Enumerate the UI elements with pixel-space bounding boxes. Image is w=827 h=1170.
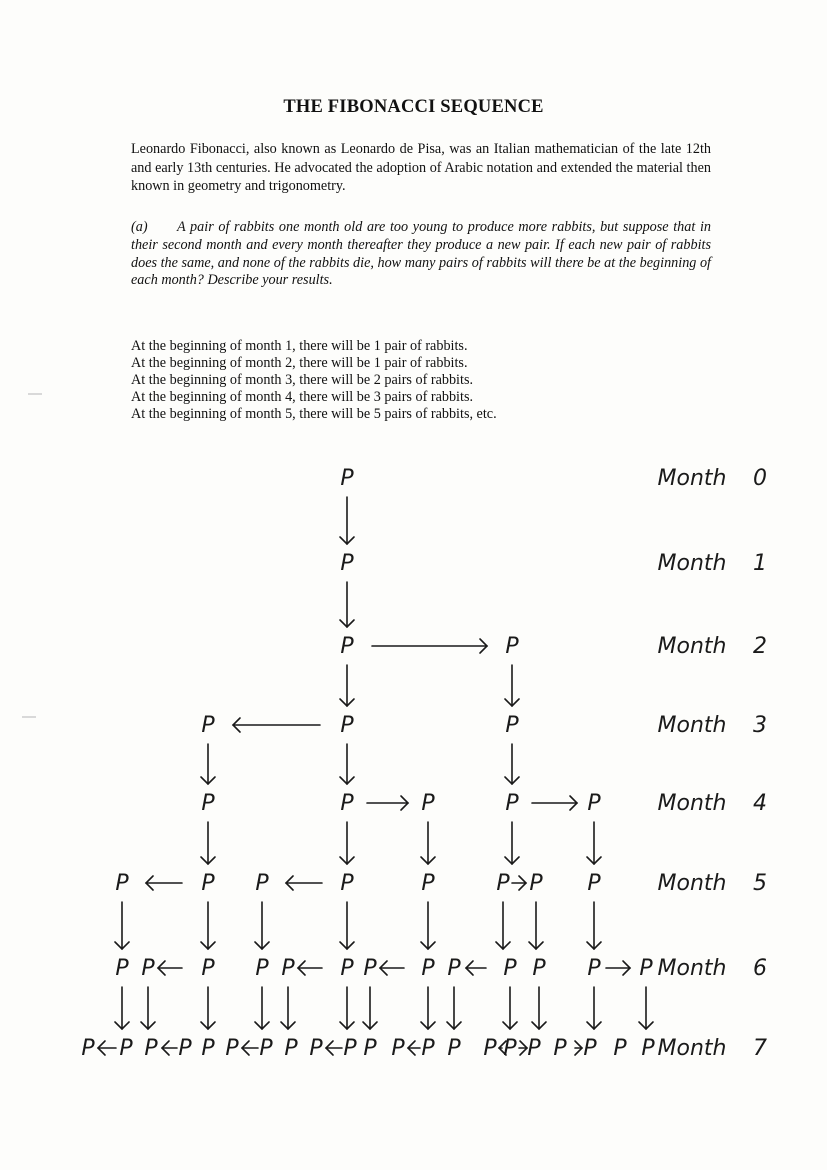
- pair-symbol: P: [583, 1036, 597, 1061]
- page-title: THE FIBONACCI SEQUENCE: [283, 97, 544, 117]
- pair-symbol: P: [201, 956, 215, 981]
- month-label: Month: [657, 956, 727, 981]
- pair-symbol: P: [340, 466, 354, 491]
- pair-symbol: P: [255, 871, 269, 896]
- pair-symbol: P: [391, 1036, 405, 1061]
- month-label: Month: [657, 791, 727, 816]
- pair-symbol: P: [587, 956, 601, 981]
- pair-symbol: P: [483, 1036, 497, 1061]
- results-list: [131, 338, 711, 423]
- pair-symbol: P: [225, 1036, 239, 1061]
- pair-symbol: P: [447, 1036, 461, 1061]
- month-label: Month: [657, 1036, 727, 1061]
- pair-symbol: P: [178, 1036, 192, 1061]
- rabbit-family-tree: [0, 450, 827, 1070]
- pair-symbol: P: [363, 1036, 377, 1061]
- pair-symbol: P: [340, 791, 354, 816]
- pair-symbol: P: [641, 1036, 655, 1061]
- pair-symbol: P: [421, 791, 435, 816]
- pair-symbol: P: [201, 791, 215, 816]
- pair-symbol: P: [119, 1036, 133, 1061]
- pair-symbol: P: [115, 871, 129, 896]
- pair-symbol: P: [115, 956, 129, 981]
- month-label: Month: [657, 634, 727, 659]
- pair-symbol: P: [505, 634, 519, 659]
- pair-symbol: P: [340, 713, 354, 738]
- pair-symbol: P: [639, 956, 653, 981]
- scan-mark: [28, 393, 42, 395]
- pair-symbol: P: [503, 1036, 517, 1061]
- question-paragraph: [131, 219, 711, 290]
- pair-symbol: P: [309, 1036, 323, 1061]
- result-line: At the beginning of month 2, there will be 1 pair of rabbits.: [131, 355, 468, 371]
- question-label: (a): [131, 219, 148, 235]
- pair-symbol: P: [503, 956, 517, 981]
- pair-symbol: P: [144, 1036, 158, 1061]
- pair-symbol: P: [553, 1036, 567, 1061]
- month-number: 5: [753, 871, 767, 896]
- pair-symbol: P: [343, 1036, 357, 1061]
- month-number: 7: [753, 1036, 767, 1061]
- result-line: At the beginning of month 4, there will be 3 pairs of rabbits.: [131, 389, 474, 405]
- result-line: At the beginning of month 3, there will be 2 pairs of rabbits.: [131, 372, 474, 388]
- pair-symbol: P: [340, 956, 354, 981]
- pair-symbol: P: [505, 713, 519, 738]
- pair-symbol: P: [527, 1036, 541, 1061]
- month-label: Month: [657, 551, 727, 576]
- pair-symbol: P: [587, 871, 601, 896]
- month-label: Month: [657, 466, 727, 491]
- pair-symbol: P: [421, 956, 435, 981]
- month-label: Month: [657, 871, 727, 896]
- pair-symbol: P: [284, 1036, 298, 1061]
- pair-symbol: P: [532, 956, 546, 981]
- pair-symbol: P: [201, 713, 215, 738]
- month-number: 2: [753, 634, 767, 659]
- pair-symbol: P: [255, 956, 269, 981]
- pair-symbol: P: [496, 871, 510, 896]
- pair-symbol: P: [421, 871, 435, 896]
- month-number: 0: [753, 466, 767, 491]
- pair-symbol: P: [447, 956, 461, 981]
- pair-symbol: P: [363, 956, 377, 981]
- pair-symbol: P: [340, 551, 354, 576]
- pair-symbol: P: [505, 791, 519, 816]
- pair-symbol: P: [259, 1036, 273, 1061]
- pair-symbol: P: [340, 634, 354, 659]
- month-number: 3: [753, 713, 767, 738]
- pair-symbol: P: [529, 871, 543, 896]
- pair-symbol: P: [201, 1036, 215, 1061]
- pair-symbol: P: [81, 1036, 95, 1061]
- question-text: A pair of rabbits one month old are too young to produce more rabbits, but suppose that in their second month and every month thereafter they produce a new pair. If each new pair of rabbits does the same, and none of the rabbits die, how many pairs of rabbits will there be at the beginning of each month? Describe your results.: [131, 219, 711, 289]
- month-label: Month: [657, 713, 727, 738]
- intro-paragraph: Leonardo Fibonacci, also known as Leonardo de Pisa, was an Italian mathematician of the late 12th and early 13th centuries. He advocated the adoption of Arabic notation and extended the material then known in geometry and trigonometry.: [131, 141, 711, 194]
- pair-symbol: P: [201, 871, 215, 896]
- month-number: 4: [753, 791, 767, 816]
- result-line: At the beginning of month 1, there will be 1 pair of rabbits.: [131, 338, 468, 354]
- month-number: 1: [753, 551, 767, 576]
- month-number: 6: [753, 956, 767, 981]
- pair-symbol: P: [421, 1036, 435, 1061]
- pair-symbol: P: [613, 1036, 627, 1061]
- pair-symbol: P: [281, 956, 295, 981]
- pair-symbol: P: [141, 956, 155, 981]
- result-line: At the beginning of month 5, there will be 5 pairs of rabbits, etc.: [131, 406, 497, 422]
- pair-symbol: P: [587, 791, 601, 816]
- pair-symbol: P: [340, 871, 354, 896]
